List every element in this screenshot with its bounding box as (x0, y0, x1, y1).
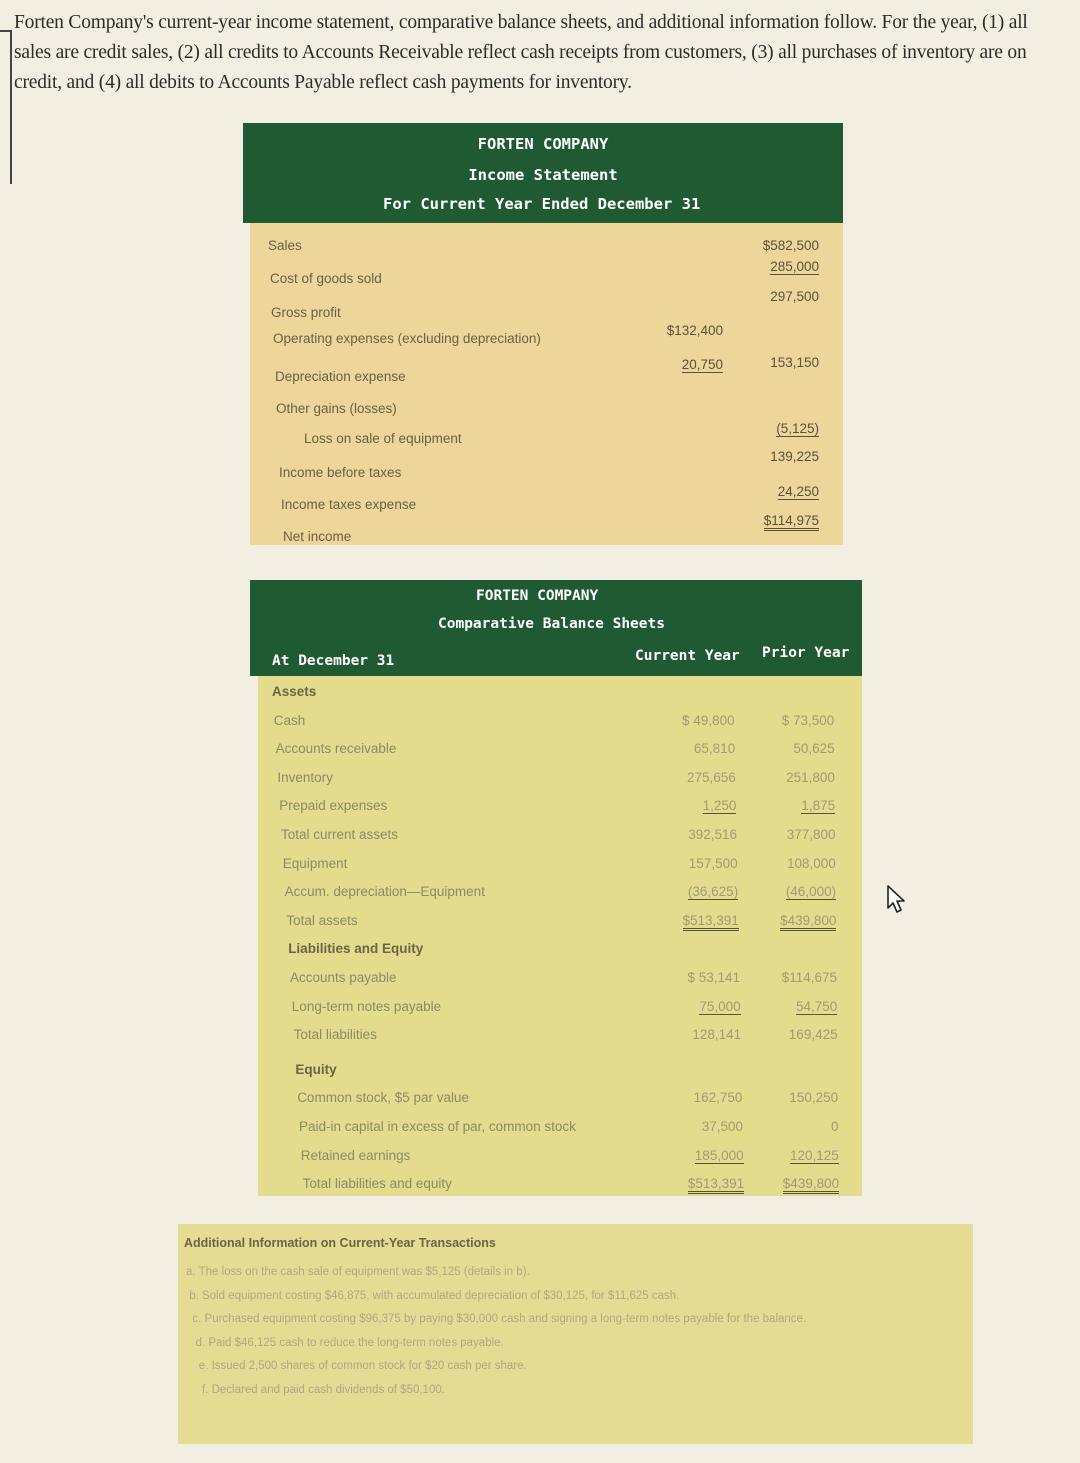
bs-row-label: Paid-in capital in excess of par, common stock (299, 1119, 576, 1134)
bs-row-label: Prepaid expenses (279, 798, 388, 814)
is-row (250, 449, 843, 487)
bs-row (258, 999, 862, 1021)
is-row-label: Net income (283, 529, 352, 544)
bs-row (258, 684, 862, 706)
is-row-label: Other gains (losses) (276, 401, 397, 416)
bs-row-prior: 0 (830, 1119, 839, 1134)
additional-info-box (178, 1224, 973, 1444)
bs-date-header: At December 31 (272, 653, 395, 669)
is-row-amount: 285,000 (770, 259, 819, 274)
is-row-inner-amount: 20,750 (681, 357, 723, 372)
is-row (250, 513, 843, 551)
bs-col-prior: Prior Year (762, 645, 850, 661)
bs-row-label: Long-term notes payable (291, 998, 442, 1014)
bs-row-current: $513,391 (688, 1176, 744, 1194)
bs-row (258, 770, 862, 792)
bs-row (258, 798, 862, 820)
bs-row-label: Accum. depreciation—Equipment (284, 884, 485, 900)
bs-row (258, 1176, 862, 1198)
bs-row-prior: 50,625 (793, 741, 835, 757)
bs-title: Comparative Balance Sheets (438, 616, 665, 632)
bs-row-prior: $439,800 (780, 913, 836, 931)
is-row-label: Gross profit (271, 305, 341, 320)
balance-sheet-body (258, 676, 862, 1196)
bs-row-prior: $439,800 (783, 1176, 839, 1194)
bs-row (258, 1148, 862, 1170)
bs-row-current: 65,810 (693, 741, 736, 757)
bs-row-prior: (46,000) (785, 884, 837, 900)
is-row-label: Loss on sale of equipment (304, 431, 462, 446)
bs-row (258, 1062, 862, 1084)
bs-row-prior: 251,800 (786, 769, 835, 785)
is-row (250, 401, 843, 423)
is-row (250, 289, 843, 327)
is-row-amount: $582,500 (762, 238, 819, 253)
is-title: Income Statement (468, 166, 618, 184)
bs-row-current: 392,516 (688, 827, 737, 842)
bs-row (258, 741, 862, 763)
bs-row (258, 1119, 862, 1141)
additional-info-title: Additional Information on Current-Year Transactions (184, 1236, 496, 1250)
bs-row-prior: 169,425 (788, 1027, 838, 1043)
is-row-amount: $114,975 (764, 513, 819, 531)
is-row-amount: 24,250 (777, 484, 819, 499)
is-row-amount: 139,225 (770, 449, 819, 464)
bs-row-label: Equipment (282, 855, 348, 871)
bs-row-current: $ 53,141 (687, 970, 740, 985)
bs-row-prior: 150,250 (789, 1090, 839, 1106)
is-row-label: Depreciation expense (275, 369, 406, 384)
is-row-label: Sales (268, 238, 302, 253)
is-row-amount: 153,150 (770, 355, 819, 370)
income-statement-body (250, 223, 843, 545)
intro-line: sales are credit sales, (2) all credits to Accounts Receivable reflect cash receipts from customers, (3) all purchases of inventory are on (14, 42, 1027, 63)
bs-row-label: Total assets (286, 912, 358, 928)
is-row (250, 238, 843, 260)
is-row (250, 421, 843, 453)
bs-row-label: Equity (295, 1061, 337, 1077)
is-company-name: FORTEN COMPANY (477, 135, 609, 153)
bs-row-label: Assets (272, 684, 317, 699)
intro-line: credit, and (4) all debits to Accounts Payable reflect cash payments for inventory. (14, 72, 632, 93)
bs-row-current: 75,000 (699, 998, 741, 1014)
bs-row-label: Total liabilities (293, 1027, 377, 1043)
bs-row (258, 713, 862, 735)
bs-row (258, 913, 862, 935)
additional-info-item: d. Paid $46,125 cash to reduce the long-term notes payable. (195, 1336, 504, 1349)
is-row-label: Operating expenses (excluding depreciation) (273, 331, 541, 346)
bs-row-label: Retained earnings (300, 1147, 411, 1163)
balance-sheet-header (250, 580, 862, 676)
bs-row (258, 941, 862, 963)
bs-row (258, 1090, 862, 1112)
bs-row-current: 157,500 (688, 855, 738, 871)
bs-row-current: 1,250 (702, 798, 737, 814)
bs-row-current: 37,500 (701, 1119, 743, 1134)
is-row-inner-amount: $132,400 (666, 323, 723, 338)
bs-company-name: FORTEN COMPANY (476, 588, 599, 604)
bs-row-current: $513,391 (683, 913, 739, 931)
intro-line: Forten Company's current-year income statement, comparative balance sheets, and additional information follow. For the year, (1) all (14, 12, 1028, 33)
is-period: For Current Year Ended December 31 (383, 195, 701, 213)
is-row-amount: (5,125) (776, 421, 819, 436)
is-row (250, 484, 843, 519)
is-row (250, 259, 843, 293)
bs-row (258, 827, 862, 849)
is-row-label: Cost of goods sold (270, 271, 382, 286)
bs-row (258, 856, 862, 878)
bs-row-label: Accounts receivable (275, 741, 397, 757)
margin-bracket (0, 30, 12, 184)
additional-info-item: a. The loss on the cash sale of equipment was $5,125 (details in b). (186, 1266, 530, 1278)
bs-row (258, 970, 862, 992)
additional-info-item: f. Declared and paid cash dividends of $50,100. (202, 1383, 445, 1396)
bs-row-prior: 120,125 (790, 1147, 839, 1163)
bs-row-label: Inventory (277, 769, 333, 785)
bs-row-current: 162,750 (693, 1090, 743, 1106)
is-row (250, 355, 843, 391)
income-statement-header (243, 123, 843, 223)
bs-row-prior: 377,800 (786, 827, 836, 842)
is-row-amount: 297,500 (770, 289, 819, 304)
bs-row-current: 128,141 (692, 1027, 742, 1043)
bs-row (258, 884, 862, 906)
bs-row-label: Total current assets (281, 827, 399, 842)
problem-intro (14, 8, 1069, 98)
bs-row-prior: 1,875 (801, 798, 836, 814)
bs-row-prior: 108,000 (787, 855, 836, 871)
additional-info-item: b. Sold equipment costing $46,875, with accumulated depreciation of $30,125, for $11,625 cash. (189, 1289, 680, 1302)
bs-row-label: Accounts payable (290, 970, 397, 985)
bs-row-prior: 54,750 (796, 998, 838, 1014)
bs-row-current: $ 49,800 (682, 712, 735, 728)
bs-row-current: 185,000 (694, 1147, 744, 1163)
bs-row-current: (36,625) (687, 884, 739, 900)
is-row-label: Income taxes expense (281, 497, 417, 512)
bs-col-current: Current Year (635, 648, 740, 664)
bs-row-label: Cash (273, 712, 306, 728)
bs-row-prior: $114,675 (781, 970, 837, 985)
bs-row-label: Liabilities and Equity (288, 941, 424, 957)
mouse-pointer-icon (882, 884, 912, 914)
bs-row (258, 1027, 862, 1049)
bs-row-current: 275,656 (687, 769, 736, 785)
bs-row-label: Total liabilities and equity (302, 1176, 452, 1192)
is-row (250, 323, 843, 353)
bs-row-label: Common stock, $5 par value (297, 1090, 470, 1106)
additional-info-item: e. Issued 2,500 shares of common stock for $20 cash per share. (198, 1360, 527, 1372)
bs-row-prior: $ 73,500 (781, 712, 835, 728)
is-row-label: Income before taxes (279, 465, 402, 480)
additional-info-item: c. Purchased equipment costing $96,375 by paying $30,000 cash and signing a long-term notes payable for the balance. (192, 1313, 807, 1325)
